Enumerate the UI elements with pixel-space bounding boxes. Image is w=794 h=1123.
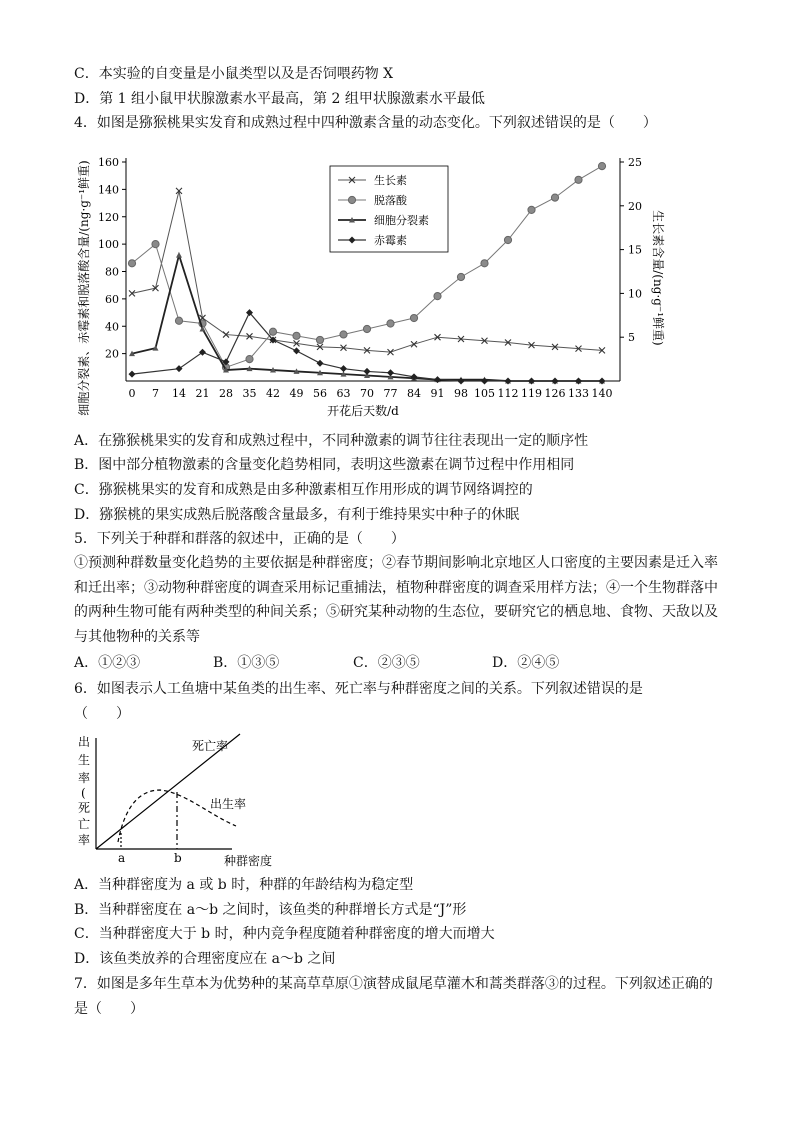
option-d-previous: D．第 1 组小鼠甲状腺激素水平最高，第 2 组甲状腺激素水平最低 — [74, 91, 485, 107]
question-7-cont: 是（ ） — [74, 1001, 144, 1017]
abscisic-acid-point — [528, 206, 535, 213]
question-4-option-c: C．猕猴桃果实的发育和成熟是由多种激素相互作用形成的调节网络调控的 — [74, 482, 533, 498]
x-tick-label: 84 — [407, 387, 421, 400]
auxin-point — [411, 341, 417, 347]
abscisic-acid-point — [128, 260, 135, 267]
question-5-statements: ①预测种群数量变化趋势的主要依据是种群密度；②春节期间影响北京地区人口密度的主要因素是迁入率和迁出率；③动物种群密度的调查采用标记重捕法，植物种群密度的调查采用样方法；④一个生物群落中的两种生物可能有两种类型的种间关系；⑤研究某种动物的生态位，要研究它的栖息地、食物、天敌以及与其他物种的关系等 — [74, 555, 718, 645]
gibberellin-point — [458, 378, 465, 385]
birth-rate-label: 出生率 — [210, 797, 247, 811]
question-6-option-a: A．当种群密度为 a 或 b 时，种群的年龄结构为稳定型 — [74, 877, 414, 893]
birth-death-rate-chart — [74, 730, 294, 870]
x-mark-b: b — [174, 851, 182, 865]
cytokinin-point — [176, 252, 182, 258]
abscisic-acid-point — [504, 236, 511, 243]
abscisic-acid-point — [269, 328, 276, 335]
death-rate-label: 死亡率 — [192, 739, 229, 753]
legend-label: 赤霉素 — [374, 234, 407, 247]
x-tick-label: 49 — [289, 387, 304, 400]
x-tick-label: 91 — [430, 387, 445, 400]
y-left-tick-label: 160 — [98, 156, 119, 169]
x-tick-label: 98 — [454, 387, 468, 400]
question-6-option-b: B．当种群密度在 a～b 之间时，该鱼类的种群增长方式是“J”形 — [74, 902, 467, 918]
abscisic-acid-point — [316, 336, 323, 343]
abscisic-acid-point — [363, 325, 370, 332]
question-5-stem: 5．下列关于种群和群落的叙述中，正确的是（ ） — [74, 531, 405, 547]
abscisic-acid-point — [293, 332, 300, 339]
x-tick-label: 126 — [544, 387, 566, 400]
x-tick-label: 77 — [383, 387, 398, 400]
gibberellin-point — [176, 365, 183, 372]
gibberellin-point — [364, 368, 371, 375]
y-right-tick-label: 15 — [628, 243, 642, 257]
question-5-option-a: A．①②③ — [74, 655, 141, 671]
gibberellin-point — [340, 365, 347, 372]
question-5-option-d: D．②④⑤ — [492, 655, 560, 671]
y-left-tick-label: 140 — [98, 183, 119, 197]
abscisic-acid-point — [410, 314, 417, 321]
x-tick-label: 140 — [591, 387, 613, 400]
abscisic-acid-point — [434, 293, 441, 300]
legend-label: 生长素 — [374, 174, 407, 187]
x-mark-a: a — [118, 851, 126, 865]
abscisic-acid-point — [551, 194, 558, 201]
abscisic-acid-point — [152, 241, 159, 248]
legend-label: 脱落酸 — [374, 194, 407, 207]
y-right-tick-label: 25 — [628, 156, 642, 169]
gibberellin-point — [411, 373, 418, 380]
y-left-tick-label: 40 — [105, 320, 119, 334]
gibberellin-point — [481, 378, 488, 385]
abscisic-acid-point — [598, 163, 605, 170]
abscisic-acid-point — [481, 260, 488, 267]
abscisic-acid-point — [175, 317, 182, 324]
y-left-tick-label: 120 — [98, 210, 119, 224]
y-right-tick-label: 10 — [628, 287, 642, 301]
gibberellin-point — [317, 360, 324, 367]
gibberellin-point — [387, 369, 394, 376]
abscisic-acid-point — [575, 176, 582, 183]
question-6-option-d: D．该鱼类放养的合理密度应在 a～b 之间 — [74, 951, 336, 967]
question-4-option-d: D．猕猴桃的果实成熟后脱落酸含量最多，有利于维持果实中种子的休眠 — [74, 507, 520, 523]
x-tick-label: 133 — [568, 387, 589, 400]
x-tick-label: 7 — [152, 387, 159, 400]
y-axis-right-label: 生长素含量/(ng·g⁻¹鲜重) — [651, 210, 665, 346]
question-7-stem: 7．如图是多年生草本为优势种的某高草草原①演替成鼠尾草灌木和蒿类群落③的过程。下列叙述正确的 — [74, 976, 713, 992]
abscisic-acid-point — [457, 273, 464, 280]
x-tick-label: 112 — [497, 387, 519, 400]
hormone-chart — [74, 138, 694, 423]
y-right-tick-label: 20 — [628, 199, 642, 213]
abscisic-acid-point — [348, 196, 355, 203]
gibberellin-point — [129, 371, 136, 378]
x-tick-label: 105 — [474, 387, 495, 400]
abscisic-acid-point — [387, 320, 394, 327]
x-tick-label: 70 — [360, 387, 374, 400]
question-5-option-c: C．②③⑤ — [353, 655, 420, 671]
y-right-tick-label: 5 — [628, 331, 635, 345]
y-left-tick-label: 60 — [105, 292, 119, 306]
abscisic-acid-point — [246, 356, 253, 363]
y-left-tick-label: 80 — [105, 265, 119, 279]
x-tick-label: 0 — [128, 387, 136, 400]
x-tick-label: 28 — [219, 387, 233, 400]
x-tick-label: 119 — [521, 387, 542, 400]
y-left-tick-label: 20 — [105, 347, 119, 361]
x-tick-label: 56 — [313, 387, 327, 400]
legend-label: 细胞分裂素 — [374, 214, 429, 227]
question-5-option-b: B．①③⑤ — [213, 655, 280, 671]
x-tick-label: 35 — [242, 387, 257, 400]
gibberellin-point — [293, 347, 300, 354]
y-axis-left-label: 细胞分裂素、赤霉素和脱落酸含量/(ng·g⁻¹鲜重) — [77, 160, 91, 416]
x-tick-label: 42 — [266, 387, 280, 400]
x-tick-label: 21 — [195, 387, 210, 400]
y-left-tick-label: 100 — [98, 238, 119, 252]
x-tick-label: 14 — [172, 387, 186, 400]
question-4-stem: 4．如图是猕猴桃果实发育和成熟过程中四种激素含量的动态变化。下列叙述错误的是（ ） — [74, 115, 657, 131]
x-tick-label: 63 — [336, 387, 351, 400]
question-6-paren: （ ） — [74, 706, 130, 722]
question-6-stem: 6．如图表示人工鱼塘中某鱼类的出生率、死亡率与种群密度之间的关系。下列叙述错误的是 — [74, 681, 643, 697]
x-axis-label: 开花后天数/d — [327, 404, 399, 418]
option-c-previous: C．本实验的自变量是小鼠类型以及是否饲喂药物 X — [74, 66, 394, 82]
x-axis-label: 种群密度 — [224, 854, 273, 868]
question-4-option-b: B．图中部分植物激素的含量变化趋势相同，表明这些激素在调节过程中作用相同 — [74, 457, 575, 473]
question-6-option-c: C．当种群密度大于 b 时，种内竞争程度随着种群密度的增大而增大 — [74, 926, 495, 942]
gibberellin-point — [199, 349, 206, 356]
abscisic-acid-point — [340, 331, 347, 338]
question-4-option-a: A．在猕猴桃果实的发育和成熟过程中，不同种激素的调节往往表现出一定的顺序性 — [74, 433, 589, 449]
y-axis-label: 出生率 (死亡率 — [78, 735, 91, 847]
